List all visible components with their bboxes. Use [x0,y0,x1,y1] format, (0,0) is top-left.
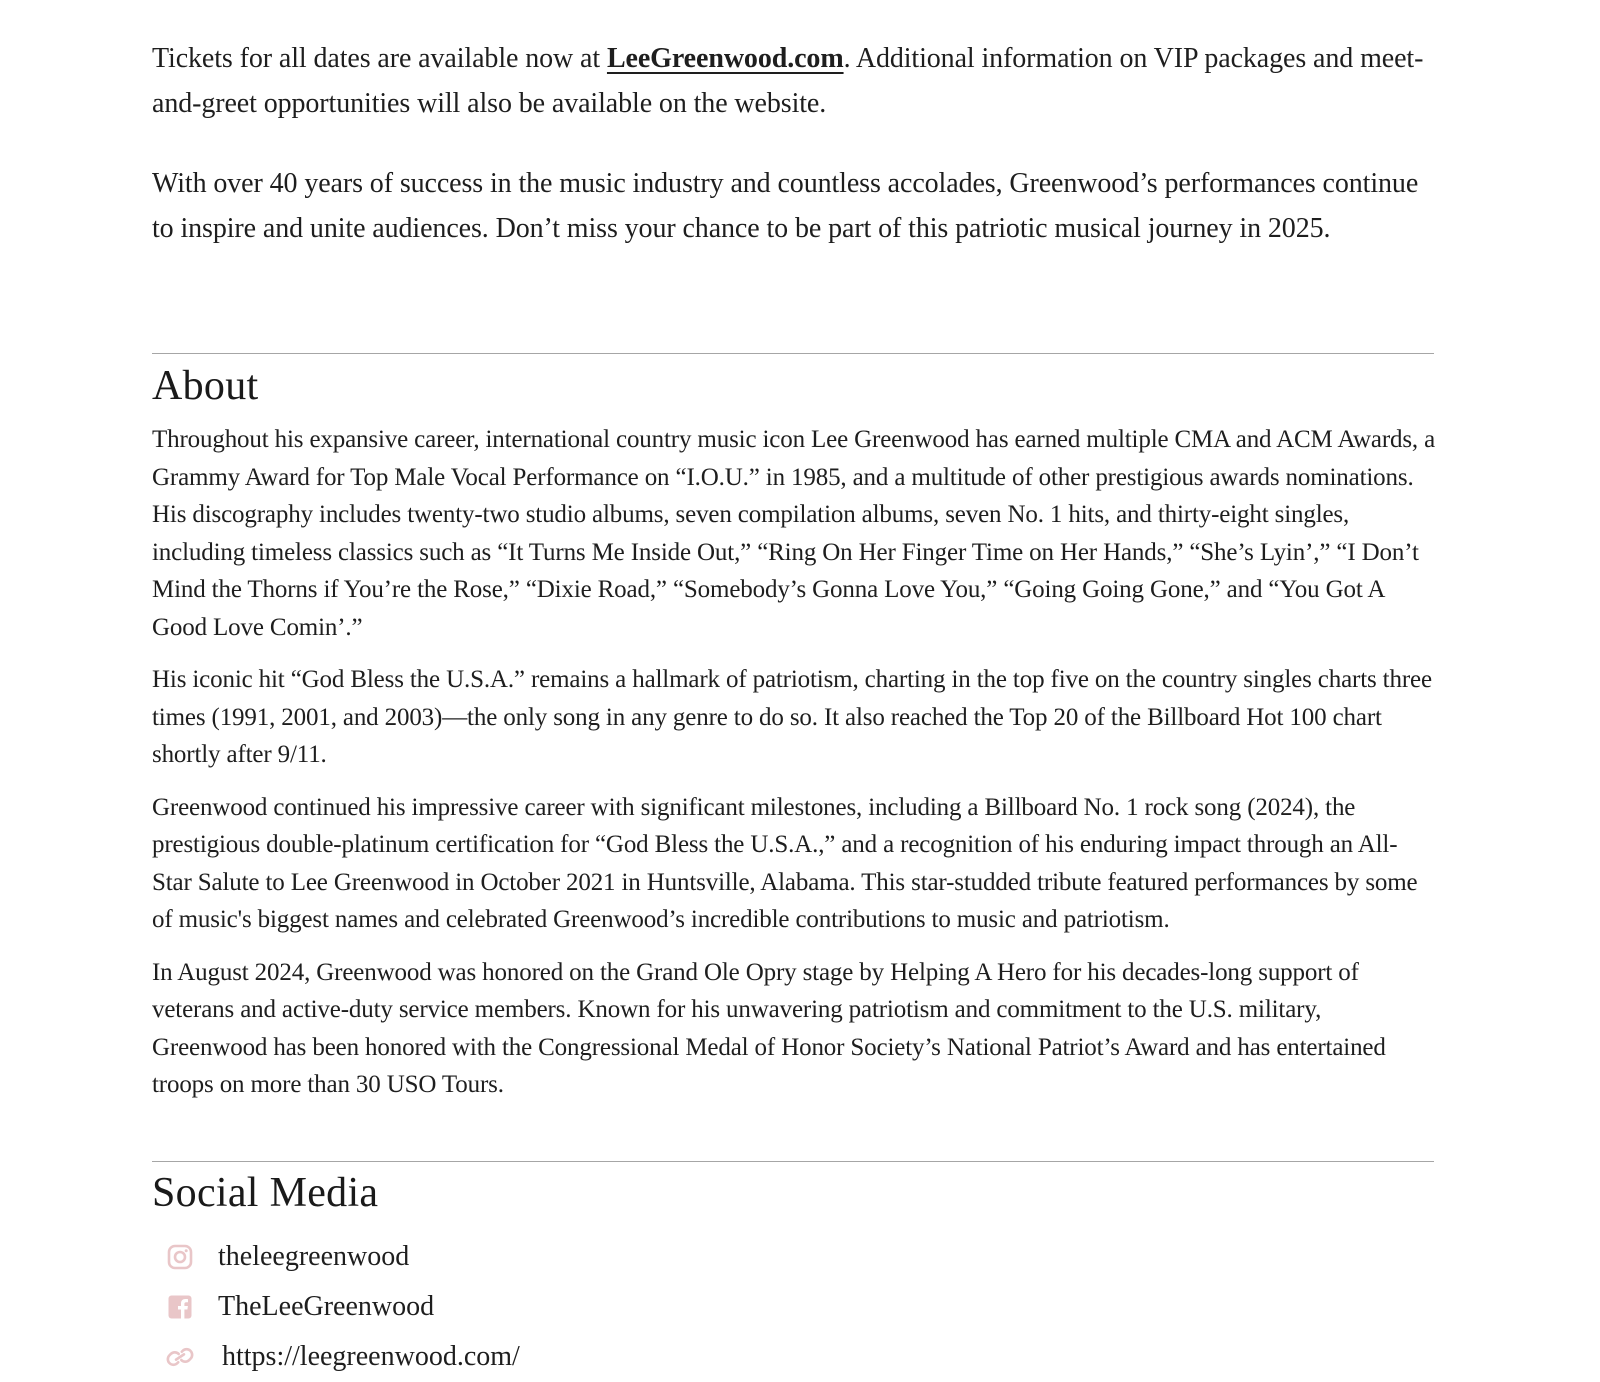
about-paragraph: Greenwood continued his impressive career with significant milestones, including a Billboard No. 1 rock song (2024), the prestigious double-platinum certification for “God Bless the U.S.A.,” and a recognition of his enduring impact through an All-Star Salute to Lee Greenwood in October 2021 in Huntsville, Alabama. This star-studded tribute featured performances by some of music's biggest names and celebrated Greenwood’s incredible contributions to music and patriotism. [152,793,1418,933]
social-link-facebook[interactable] [152,1282,520,1332]
tickets-prefix: Tickets for all dates are available now at [152,43,607,74]
link-icon [166,1343,194,1371]
social-media-heading: Social Media [152,1170,379,1216]
about-body [152,421,1436,1119]
social-media-list [152,1232,520,1382]
tickets-suffix: . Additional information on VIP packages and meet-and-greet opportunities will also be available on the website. [152,43,1424,119]
website-url: https://leegreenwood.com/ [222,1341,520,1372]
social-link-instagram[interactable] [152,1232,520,1282]
tickets-paragraph [152,36,1436,126]
instagram-icon [166,1243,194,1271]
about-paragraph: His iconic hit “God Bless the U.S.A.” remains a hallmark of patriotism, charting in the top five on the country singles charts three times (1991, 2001, and 2003)—the only song in any genre to do so. It also reached the Top 20 of the Billboard Hot 100 chart shortly after 9/11. [152,666,1432,768]
social-link-website[interactable] [152,1332,520,1382]
website-link[interactable]: LeeGreenwood.com [606,43,844,74]
about-paragraph: In August 2024, Greenwood was honored on the Grand Ole Opry stage by Helping A Hero for his decades-long support of veterans and active-duty service members. Known for his unwavering patriotism and commitment to the U.S. military, Greenwood has been honored with the Congressional Medal of Honor Society’s National Patriot’s Award and has entertained troops on more than 30 USO Tours. [152,958,1386,1098]
facebook-handle: TheLeeGreenwood [218,1291,435,1322]
closing-paragraph: With over 40 years of success in the music industry and countless accolades, Greenwood’s performances continue to inspire and unite audiences. Don’t miss your chance to be part of this patriotic musical journey in 2025. [152,168,1419,244]
section-divider [152,353,1434,354]
section-divider [152,1161,1434,1162]
facebook-icon [166,1293,194,1321]
instagram-handle: theleegreenwood [218,1241,410,1272]
about-heading: About [152,363,259,409]
about-paragraph: Throughout his expansive career, international country music icon Lee Greenwood has earned multiple CMA and ACM Awards, a Grammy Award for Top Male Vocal Performance on “I.O.U.” in 1985, and a multitude of other prestigious awards nominations. His discography includes twenty-two studio albums, seven compilation albums, seven No. 1 hits, and thirty-eight singles, including timeless classics such as “It Turns Me Inside Out,” “Ring On Her Finger Time on Her Hands,” “She’s Lyin’,” “I Don’t Mind the Thorns if You’re the Rose,” “Dixie Road,” “Somebody’s Gonna Love You,” “Going Going Gone,” and “You Got A Good Love Comin’.” [152,426,1436,641]
